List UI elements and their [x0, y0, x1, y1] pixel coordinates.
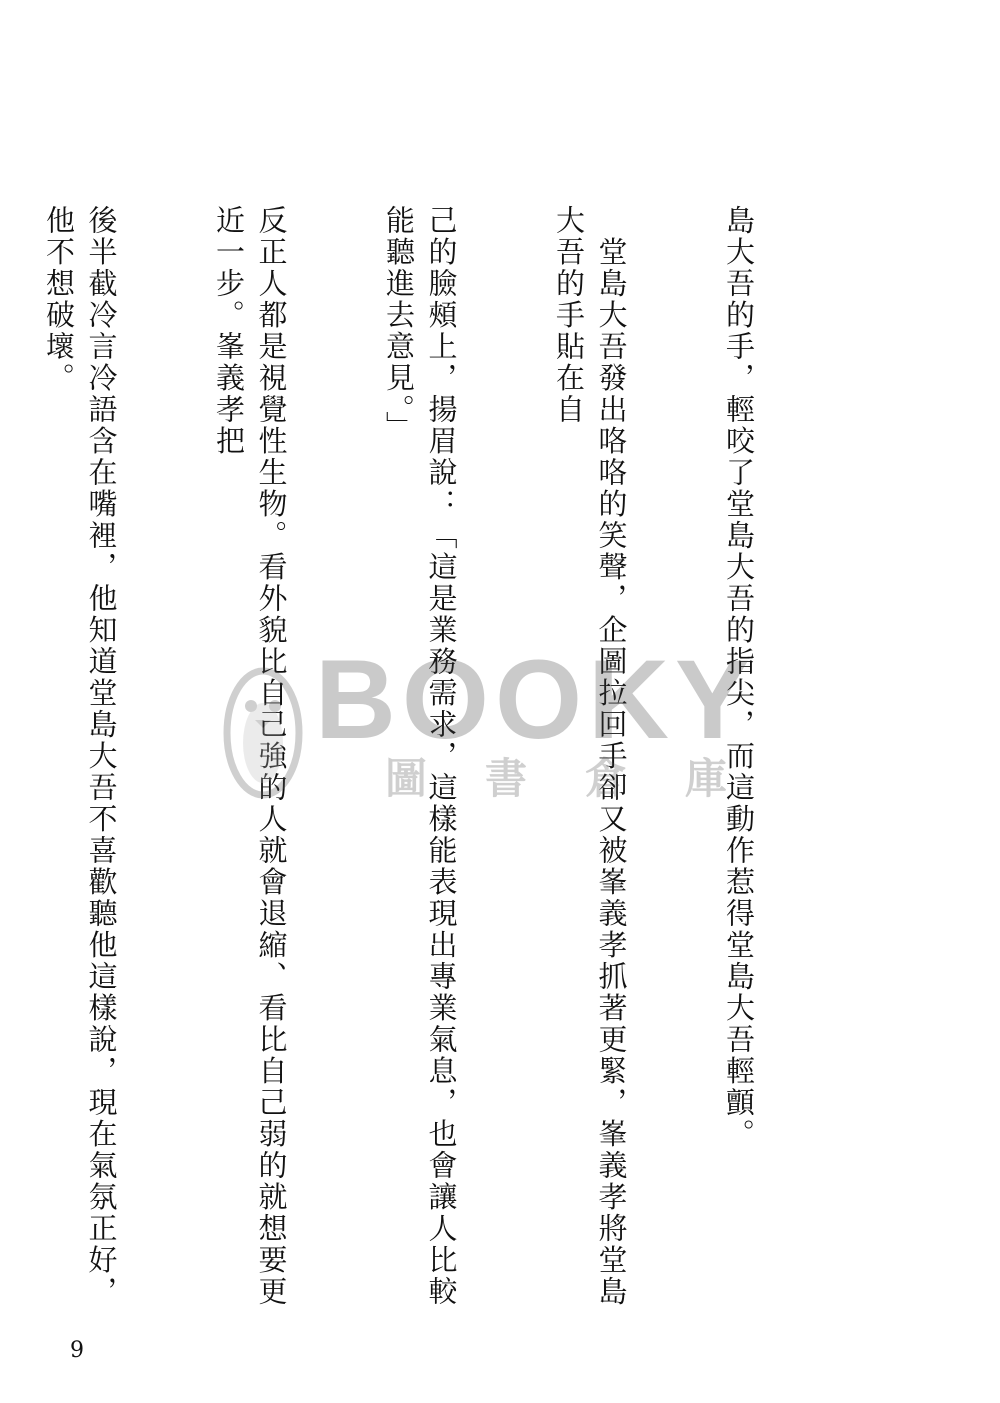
- text-line: 己的臉頰上，揚眉說：「這是業務需求，這樣能表現出專業氣息，也會讓人比較能聽進去意見。」: [382, 205, 459, 1308]
- watermark-brand: BOOKY: [315, 637, 756, 762]
- text-line: 後半截冷言冷語含在嘴裡，他知道堂島大吾不喜歡聽他這樣說，現在氣氛正好，他不想破壞。: [42, 205, 119, 1308]
- text-line: 反正人都是視覺性生物。看外貌比自己強的人就會退縮、看比自己弱的就想要更近一步。峯義孝把: [212, 205, 289, 1308]
- body-text: [42, 205, 845, 1325]
- page-number: 9: [70, 1338, 84, 1363]
- text-line: 島大吾的手，輕咬了堂島大吾的指尖，而這動作惹得堂島大吾輕顫。: [722, 205, 756, 1150]
- watermark-subtitle: 圖書倉庫: [385, 754, 786, 803]
- text-line: 堂島大吾發出咯咯的笑聲，企圖拉回手卻又被峯義孝抓著更緊，峯義孝將堂島大吾的手貼在自: [552, 205, 629, 1308]
